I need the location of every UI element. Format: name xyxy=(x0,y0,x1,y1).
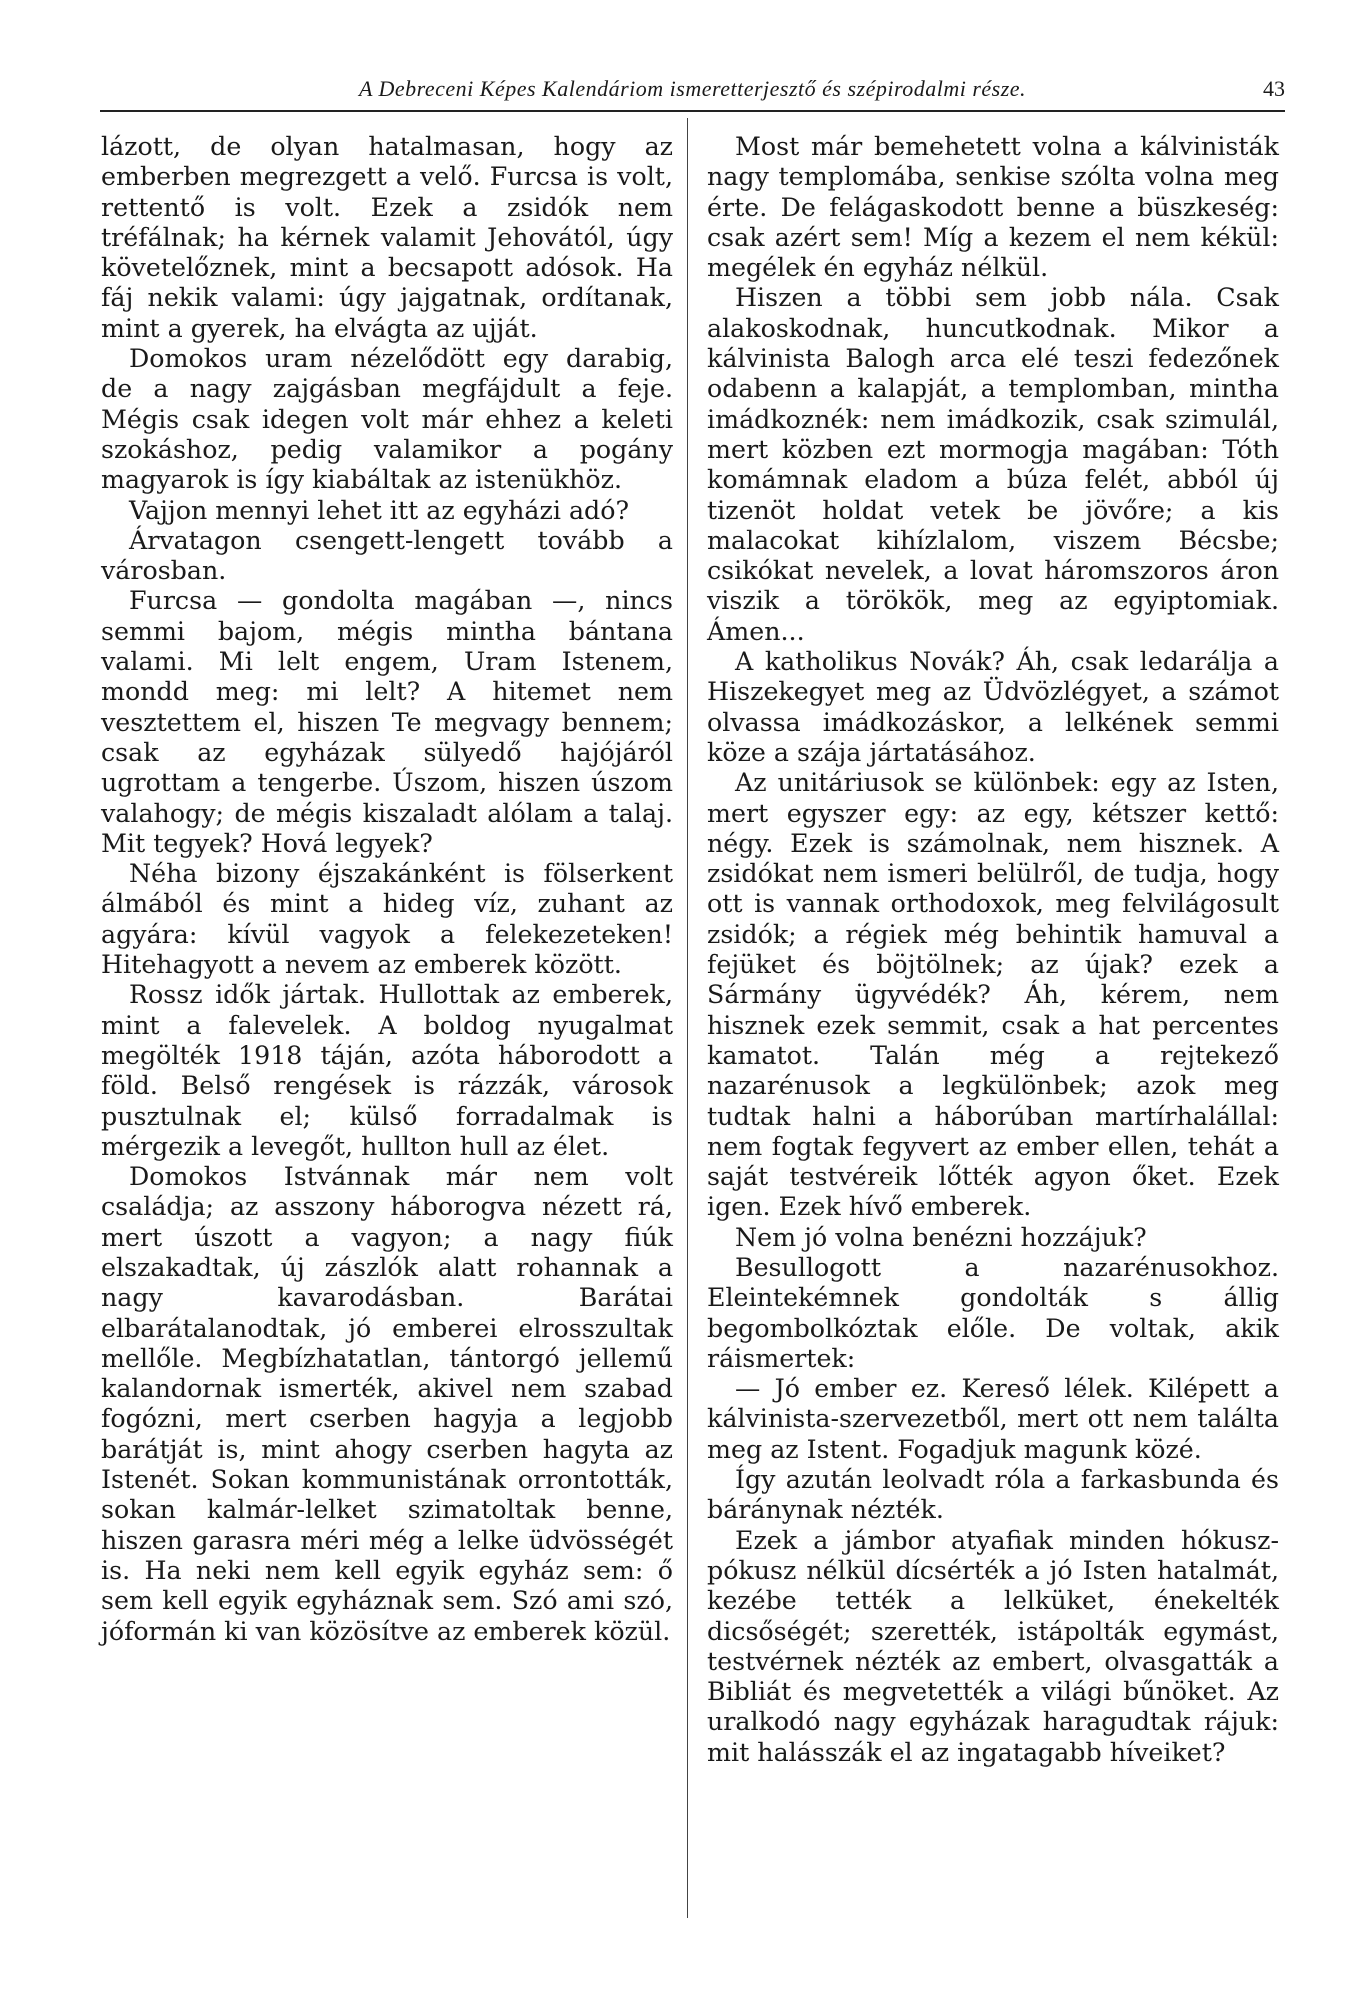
paragraph: A katholikus Novák? Áh, csak ledarálja a Hiszekegyet meg az Üdvözlégyet, a számot olvassa imádkozáskor, a lelkének semmi köze a szája jártatásához. xyxy=(707,647,1279,767)
page-number: 43 xyxy=(1263,76,1285,101)
paragraph: Árvatagon csengett-lengett tovább a városban. xyxy=(101,525,673,586)
paragraph: Ezek a jámbor atyafiak minden hókusz-pókusz nélkül dícsérték a jó Isten hatalmát, kezébe tették a lelküket, énekelték dicsőségét; szerették, istápolták egymást, testvérnek nézték az embert, olvasgatták a Bibliát és megvetették a világi bűnöket. Az uralkodó nagy egyházak haragudtak rájuk: mit halásszák el az ingatagabb híveiket? xyxy=(707,1525,1279,1767)
paragraph: Most már bemehetett volna a kálvinisták nagy templomába, senkise szólta volna meg érte. De felágaskodott benne a büszkeség: csak azért sem! Míg a kezem el nem kékül: megélek én egyház nélkül. xyxy=(707,132,1279,283)
column-divider xyxy=(687,118,688,1918)
paragraph: Néha bizony éjszakánként is fölserkent álmából és mint a hideg víz, zuhant az agyára: kívül vagyok a felekezeteken! Hitehagyott a nevem az emberek között. xyxy=(101,859,673,980)
paragraph: lázott, de olyan hatalmasan, hogy az emberben megrezgett a velő. Furcsa is volt, rettentő is volt. Ezek a zsidók nem tréfálnak; ha kérnek valamit Jehovától, úgy követelőznek, mint a becsapott adósok. Ha fáj nekik valami: úgy jajgatnak, ordítanak, mint a gyerek, ha elvágta az ujját. xyxy=(101,132,673,343)
paragraph: — Jó ember ez. Kereső lélek. Kilépett a kálvinista-szervezetből, mert ott nem találta meg az Istent. Fogadjuk magunk közé. xyxy=(707,1374,1279,1464)
paragraph: Rossz idők jártak. Hullottak az emberek, mint a falevelek. A boldog nyugalmat megölték 1918 táján, azóta háborodott a föld. Belső rengések is rázzák, városok pusztulnak el; külső forradalmak is mérgezik a levegőt, hullton hull az élet. xyxy=(101,980,673,1161)
left-column xyxy=(101,132,673,1647)
paragraph: Furcsa — gondolta magában —, nincs semmi bajom, mégis mintha bántana valami. Mi lelt engem, Uram Istenem, mondd meg: mi lelt? A hitemet nem vesztettem el, hiszen Te megvagy bennem; csak az egyházak sülyedő hajójáról ugrottam a tengerbe. Úszom, hiszen úszom valahogy; de mégis kiszaladt alólam a talaj. Mit tegyek? Hová legyek? xyxy=(101,586,673,858)
paragraph: Az unitáriusok se különbek: egy az Isten, mert egyszer egy: az egy, kétszer kettő: négy. Ezek is számolnak, nem hisznek. A zsidókat nem ismeri belülről, de tudja, hogy ott is vannak orthodoxok, meg felvilágosult zsidók; a régiek még behintik hamuval a fejüket és böjtölnek; az újak? ezek a Sármány ügyvédék? Áh, kérem, nem hisznek ezek semmit, csak a hat percentes kamatot. Talán még a rejtekező nazarénusok a legkülönbek; azok meg tudtak halni a háborúban martírhalállal: nem fogtak fegyvert az ember ellen, tehát a saját testvéreik lőtték agyon őket. Ezek igen. Ezek hívő emberek. xyxy=(707,768,1279,1222)
paragraph: Hiszen a többi sem jobb nála. Csak alakoskodnak, huncutkodnak. Mikor a kálvinista Balogh arca elé teszi fedezőnek odabenn a kalapját, a templomban, mintha imádkoznék: nem imádkozik, csak szimulál, mert közben ezt mormogja magában: Tóth komámnak eladom a búza felét, abból új tizenöt holdat vetek be jövőre; a kis malacokat kihízlalom, viszem Bécsbe; csikókat nevelek, a lovat háromszoros áron viszik a törökök, meg az egyiptomiak. Ámen... xyxy=(707,283,1279,646)
paragraph: Domokos Istvánnak már nem volt családja; az asszony háborogva nézett rá, mert úszott a vagyon; a nagy fiúk elszakadtak, új zászlók alatt rohannak a nagy kavarodásban. Barátai elbarátalanodtak, jó emberei elrosszultak mellőle. Megbízhatatlan, tántorgó jellemű kalandornak ismerték, akivel nem szabad fogózni, mert cserben hagyja a legjobb barátját is, mint ahogy cserben hagyta az Istenét. Sokan kommunistának orrontották, sokan kalmár-lelket szimatoltak benne, hiszen garasra méri még a lelke üdvösségét is. Ha neki nem kell egyik egyház sem: ő sem kell egyik egyháznak sem. Szó ami szó, jóformán ki van közösítve az emberek közül. xyxy=(101,1162,673,1646)
paragraph: Így azután leolvadt róla a farkasbunda és báránynak nézték. xyxy=(707,1465,1279,1525)
running-title: A Debreceni Képes Kalendáriom ismeretterjesztő és szépirodalmi része. xyxy=(358,76,1027,101)
paragraph: Besullogott a nazarénusokhoz. Eleintekémnek gondolták s állig begombolkóztak előle. De voltak, akik ráismertek: xyxy=(707,1252,1279,1373)
paragraph: Domokos uram nézelődött egy darabig, de a nagy zajgásban megfájdult a feje. Mégis csak idegen volt már ehhez a keleti szokáshoz, pedig valamikor a pogány magyarok is így kiabáltak az istenükhöz. xyxy=(101,344,673,495)
paragraph: Vajjon mennyi lehet itt az egyházi adó? xyxy=(129,495,630,525)
running-header xyxy=(100,74,1285,112)
paragraph: Nem jó volna benézni hozzájuk? xyxy=(735,1222,1147,1252)
right-column xyxy=(707,132,1279,1768)
